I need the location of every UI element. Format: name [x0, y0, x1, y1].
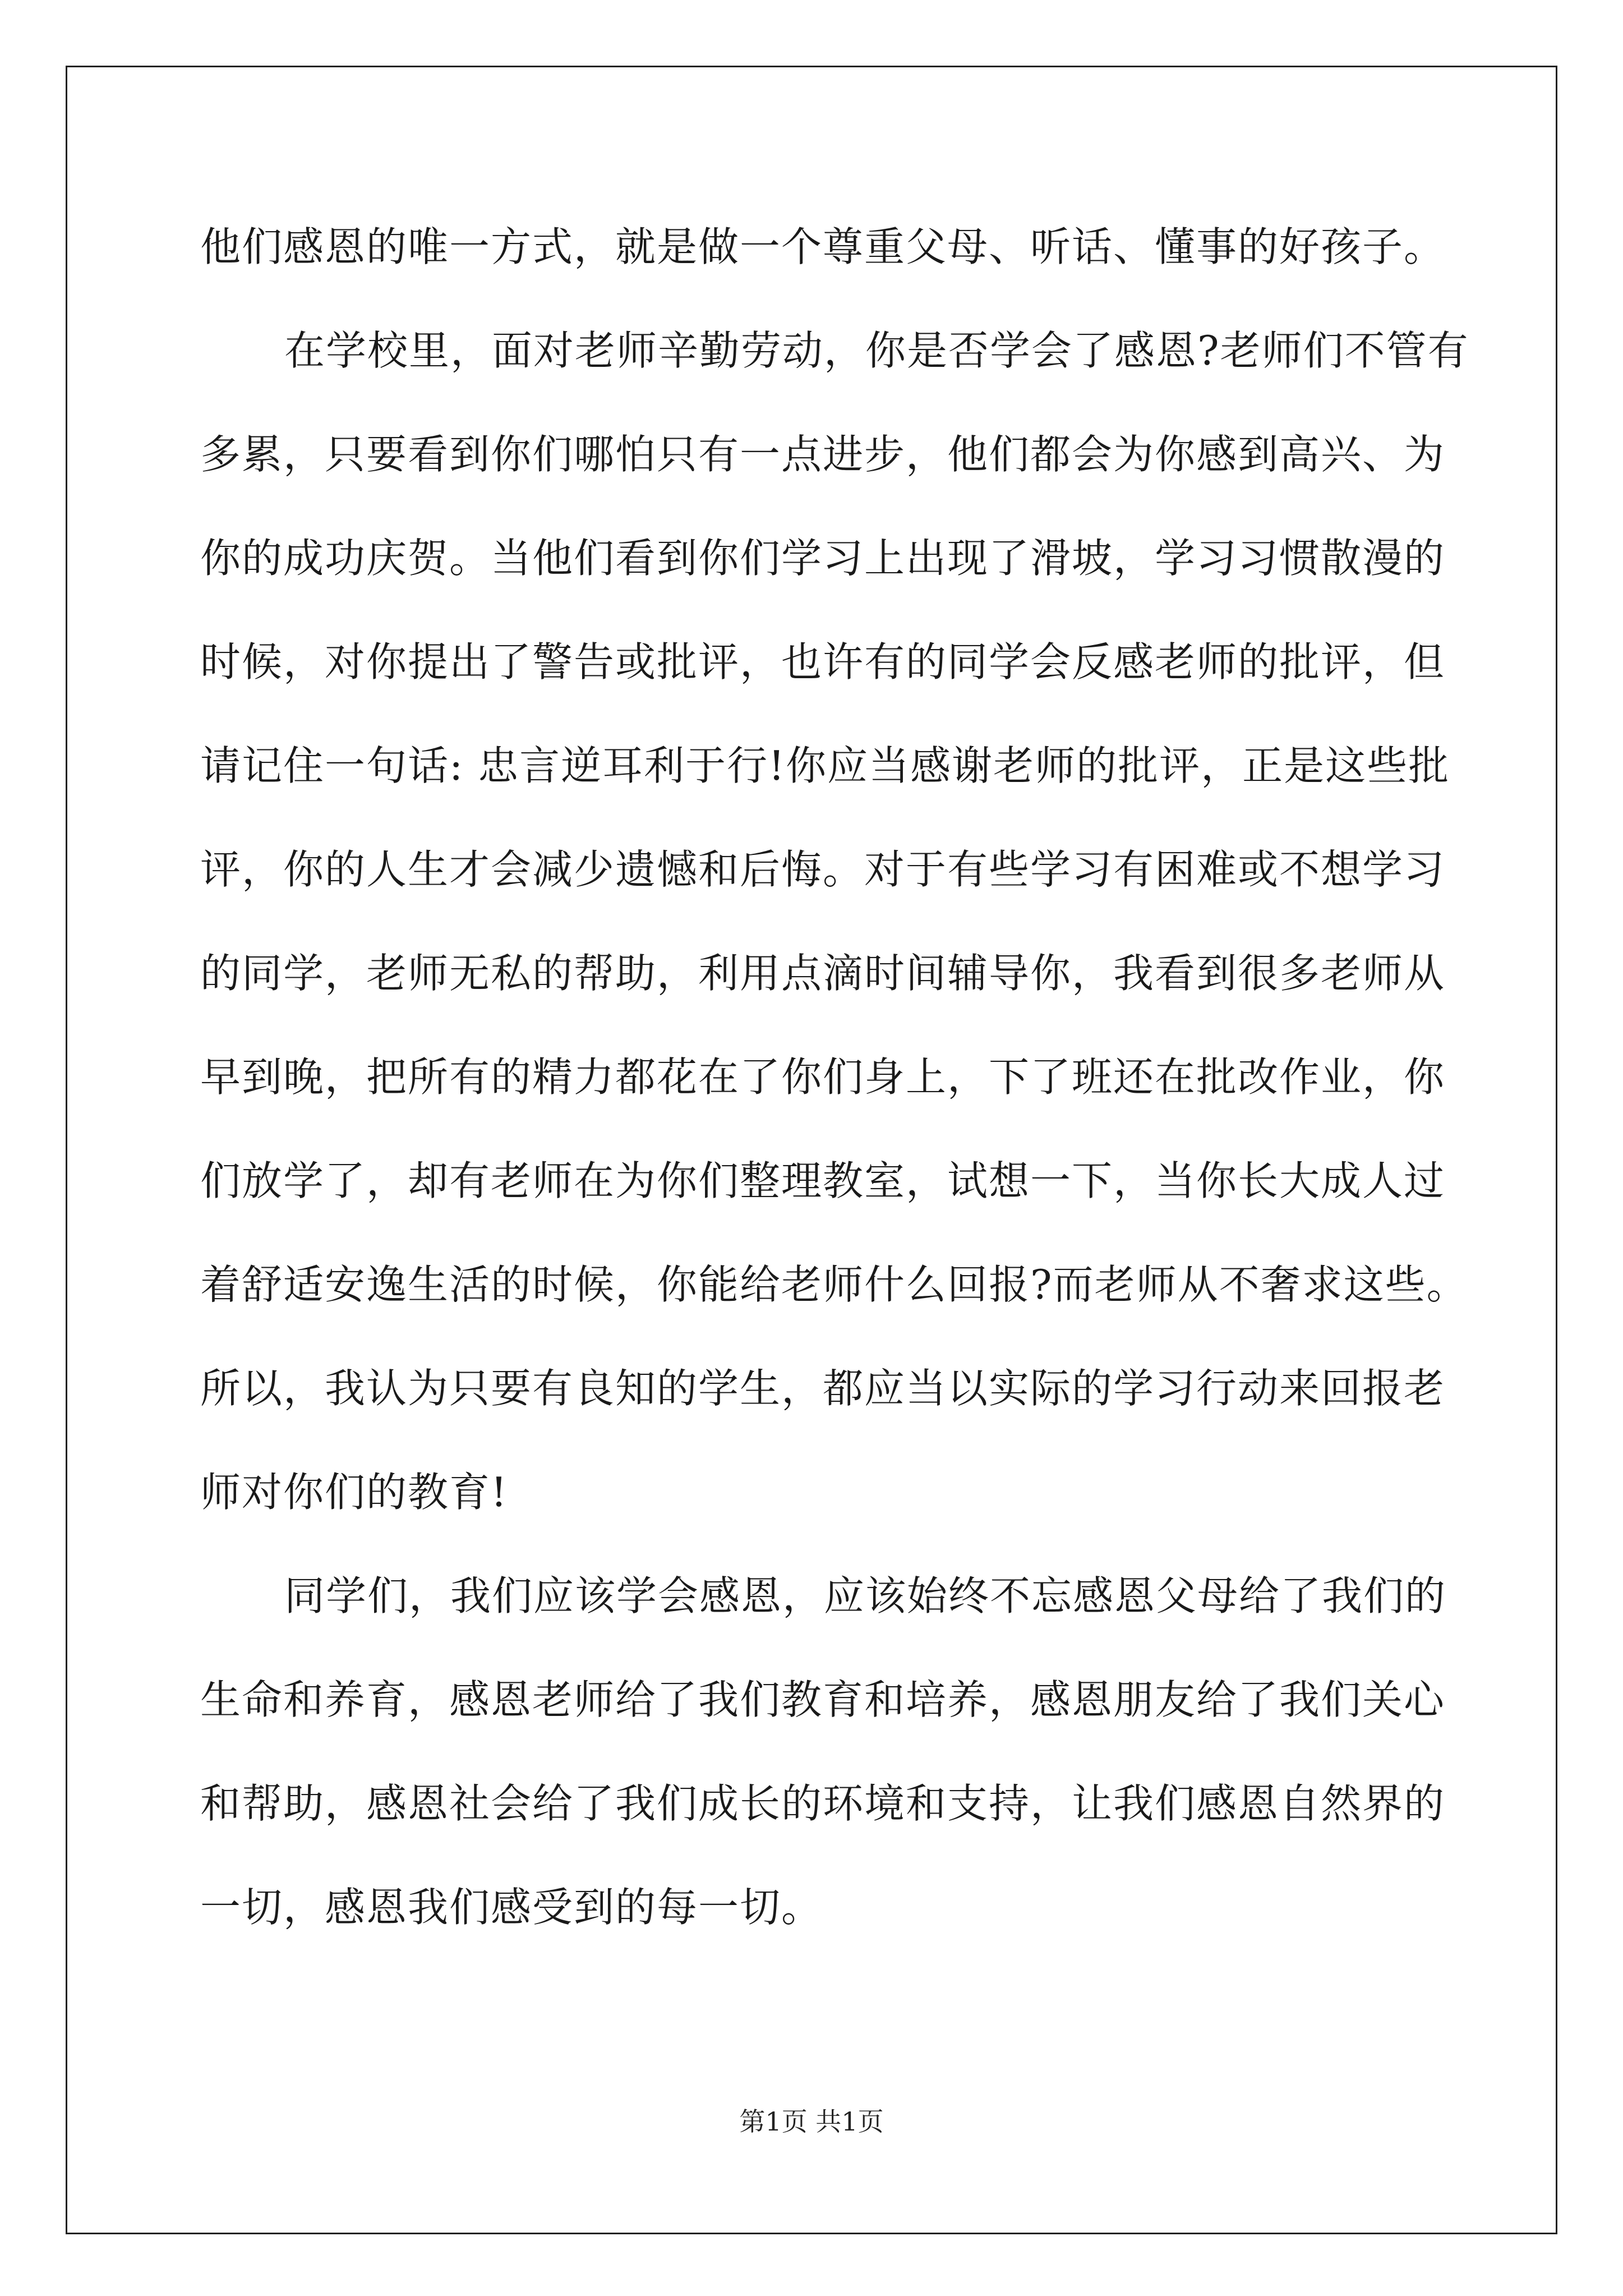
text-line: 你的成功庆贺。当他们看到你们学习上出现了滑坡，学习习惯散漫的	[200, 535, 1446, 582]
text-line: 所以，我认为只要有良知的学生，都应当以实际的学习行动来回报老	[200, 1365, 1446, 1412]
text-line: 请记住一句话: 忠言逆耳利于行!你应当感谢老师的批评，正是这些批	[200, 742, 1450, 789]
text-line: 他们感恩的唯一方式，就是做一个尊重父母、听话、懂事的好孩子。	[200, 223, 1446, 270]
text-line: 时候，对你提出了警告或批评，也许有的同学会反感老师的批评，但	[200, 638, 1446, 685]
text-line: 的同学，老师无私的帮助，利用点滴时间辅导你，我看到很多老师从	[200, 950, 1446, 997]
text-line: 生命和养育，感恩老师给了我们教育和培养，感恩朋友给了我们关心	[200, 1676, 1446, 1723]
paragraph-start-line: 在学校里，面对老师辛勤劳动，你是否学会了感恩?老师们不管有	[284, 327, 1469, 374]
paragraph-start-line: 同学们，我们应该学会感恩，应该始终不忘感恩父母给了我们的	[284, 1572, 1447, 1619]
text-line: 师对你们的教育!	[200, 1469, 508, 1516]
text-line: 多累，只要看到你们哪怕只有一点进步，他们都会为你感到高兴、为	[200, 431, 1446, 478]
text-line: 早到晚，把所有的精力都花在了你们身上，下了班还在批改作业，你	[200, 1053, 1446, 1101]
text-line: 一切，感恩我们感受到的每一切。	[200, 1884, 823, 1931]
text-line: 评，你的人生才会减少遗憾和后悔。对于有些学习有困难或不想学习	[200, 846, 1446, 893]
text-line: 和帮助，感恩社会给了我们成长的环境和支持，让我们感恩自然界的	[200, 1780, 1446, 1827]
text-line: 们放学了，却有老师在为你们整理教室，试想一下，当你长大成人过	[200, 1157, 1446, 1204]
page-number: 第1页 共1页	[739, 2106, 884, 2137]
text-line: 着舒适安逸生活的时候，你能给老师什么回报?而老师从不奢求这些。	[200, 1261, 1468, 1308]
